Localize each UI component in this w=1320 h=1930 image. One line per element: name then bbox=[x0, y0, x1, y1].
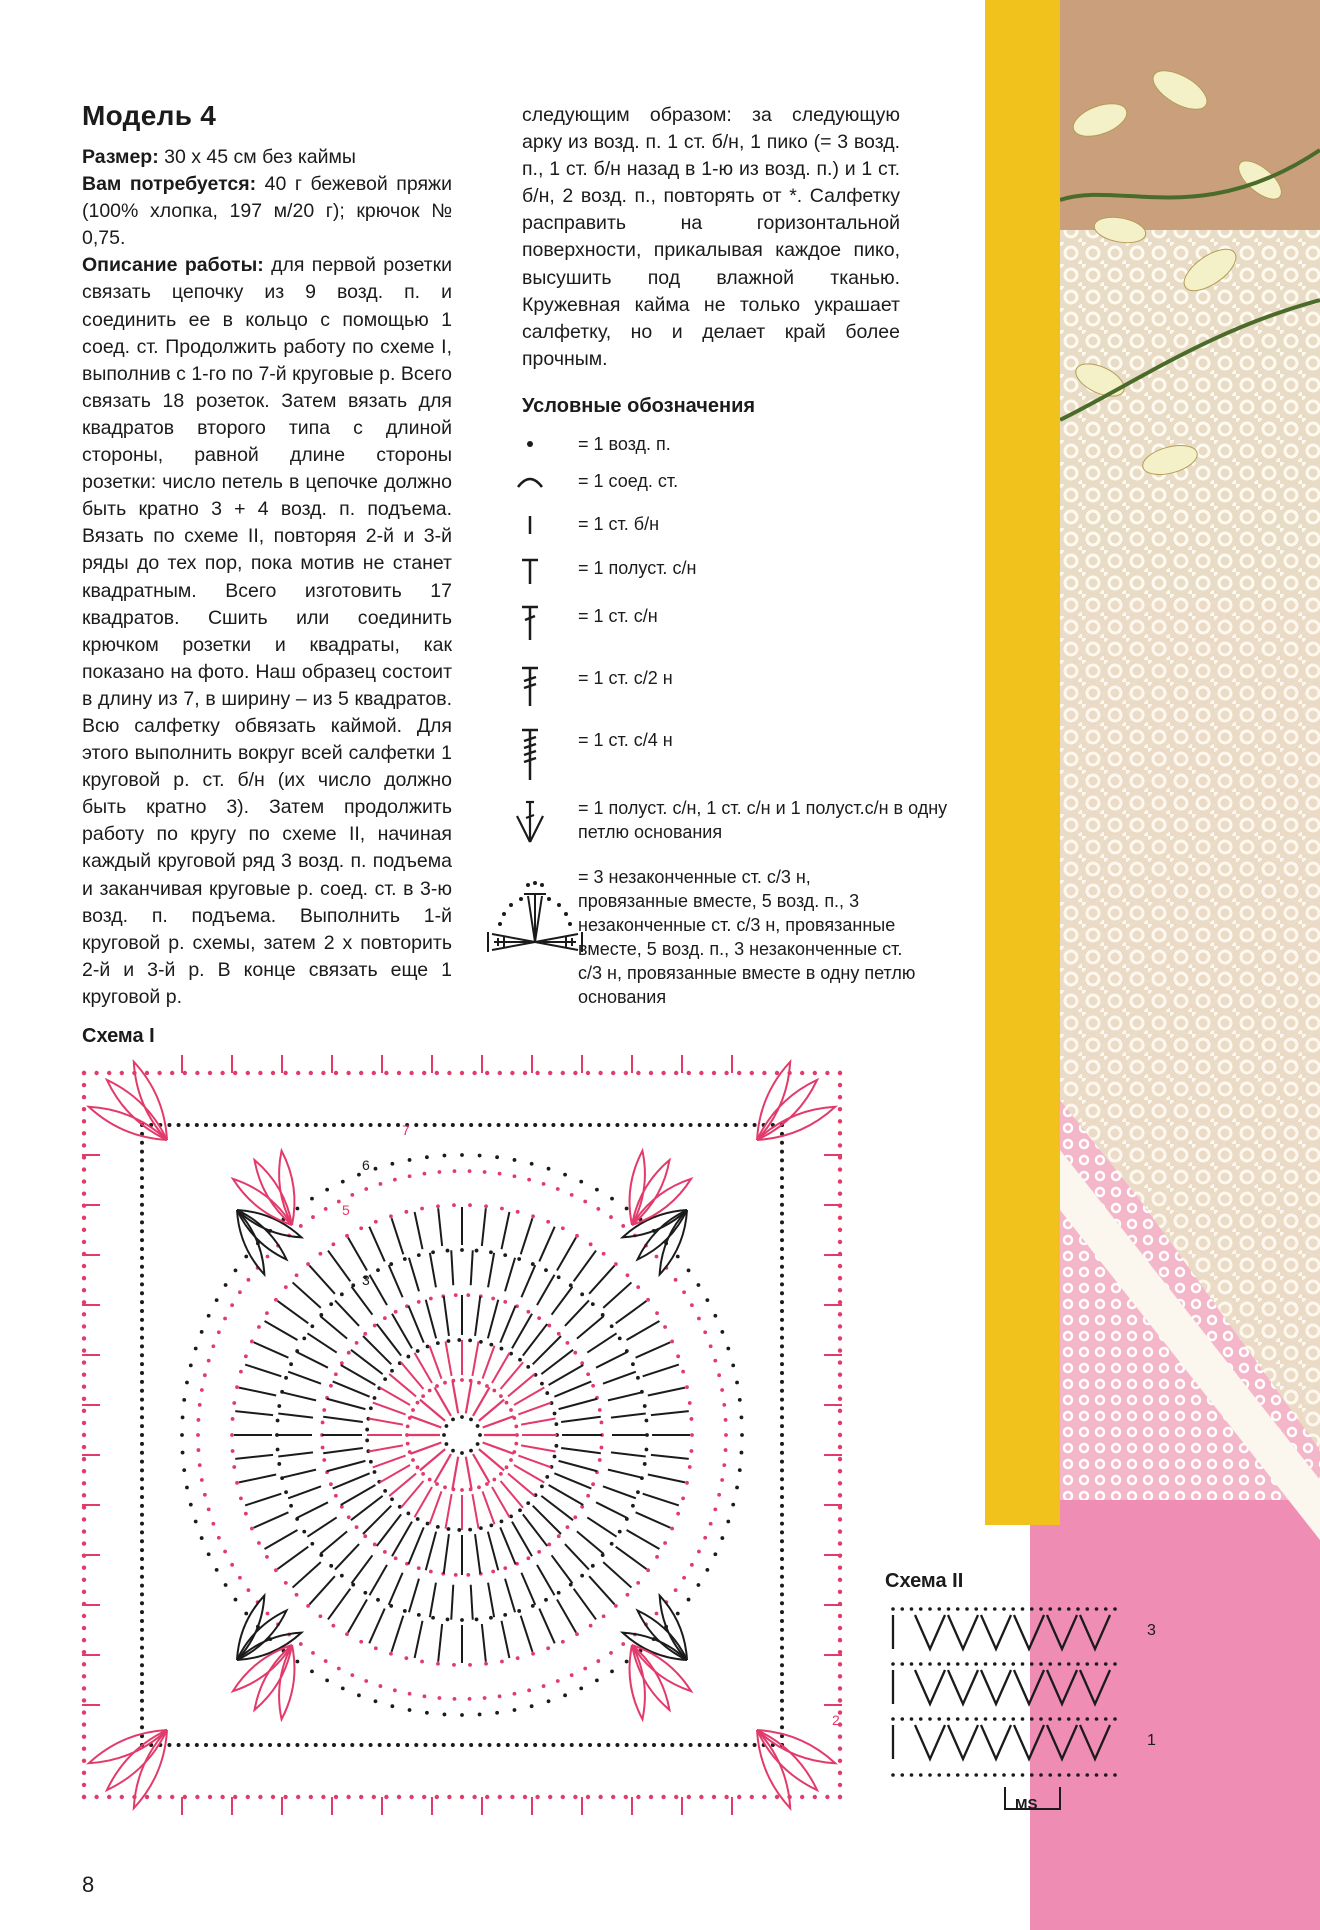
row-number: 1 bbox=[1147, 1732, 1156, 1749]
dot-icon bbox=[505, 432, 555, 462]
row-number: 5 bbox=[342, 1202, 350, 1218]
legend-text: = 3 незаконченные ст. с/3 н, провязанные вместе, 5 возд. п., 3 незаконченные ст. с/3 н, провязанные вместе, 5 возд. п., 3 незаконченные ст. с/3 н, провязанные вместе в одну петлю основания bbox=[578, 867, 916, 1007]
t-icon bbox=[505, 556, 555, 592]
side-leaf-pink bbox=[608, 1631, 694, 1724]
chain-dots bbox=[82, 1071, 842, 1799]
legend-text: = 1 ст. с/4 н bbox=[578, 730, 673, 750]
row-number: 2 bbox=[832, 1712, 840, 1728]
schema2-diagram bbox=[885, 1595, 1185, 1825]
corner-leaf-black bbox=[619, 1592, 706, 1679]
article-column-left bbox=[82, 144, 452, 1011]
description-text-left: для первой розетки связать цепочку из 9 возд. п. и соединить ее в кольцо с помощью 1 соед. ст. Продолжить работу по схеме I, выполнив с 1-го по 7-й круговые р. Всего связать 18 розеток. Затем вязать для квадратов второго типа с длиной стороны, равной длине стороны розетки: число петель в цепочке должно быть кратно 3 + 4 возд. п. подъема. Вязать по схеме II, повторяя 2-й и 3-й ряды до тех пор, пока мотив не станет квадратным. Всего изготовить 17 квадратов. Сшить или соединить крючком розетки и квадраты, как показано на фото. Наш образец состоит в длину из 7, в ширину – из 5 квадратов. Всю салфетку обвязать каймой. Для этого выполнить вокруг всей салфетки 1 круговой р. ст. б/н (их число должно быть кратно 3). Затем продолжить работу по кругу по схеме II, начиная каждый круговой ряд 3 возд. п. подъема и заканчивая круговые р. соед. ст. в 3-ю возд. п. подъема. Выполнить 1-й круговой р. схемы, затем 2 х повторить 2-й и 3-й р. В конце связать еще 1 круговой р. bbox=[82, 254, 452, 1008]
legend-text: = 1 возд. п. bbox=[578, 434, 671, 454]
description-label: Описание работы: bbox=[82, 254, 264, 277]
yellow-band bbox=[985, 0, 1065, 1525]
legend-text: = 1 ст. с/2 н bbox=[578, 668, 673, 688]
description-text-right: следующим образом: за следующую арку из возд. п. 1 ст. б/н, 1 пико (= 3 возд. п., 1 ст. б/н назад в 1-ю из возд. п.) и 1 ст. б/н, 2 возд. п., повторять от *. Салфетку расправить на горизонтальной поверхности, прикалывая каждое пико, высушить под влажной тканью. Кружевная кайма не только украшает салфетку, но и делает край более прочным. bbox=[522, 104, 900, 370]
schema1-diagram bbox=[72, 1045, 862, 1825]
corner-leaf-black bbox=[218, 1592, 305, 1679]
schema2-row-3 bbox=[893, 1615, 1110, 1649]
side-leaf-pink bbox=[230, 1146, 316, 1239]
schema2-label: Схема II bbox=[885, 1570, 964, 1592]
size-value: 30 х 45 см без каймы bbox=[164, 146, 356, 168]
double-cross-icon bbox=[505, 666, 555, 712]
row-number: 3 bbox=[1147, 1622, 1156, 1639]
cross-icon bbox=[505, 604, 555, 646]
legend-text: = 1 полуст. с/н bbox=[578, 558, 697, 578]
chain-dots bbox=[442, 1415, 482, 1455]
corner-leaf-black bbox=[619, 1191, 706, 1278]
legend-text: = 1 ст. б/н bbox=[578, 514, 660, 534]
edge-stitches bbox=[82, 1055, 842, 1815]
chain-dots bbox=[320, 1293, 604, 1577]
chain-dots bbox=[891, 1607, 1117, 1611]
arc-icon bbox=[505, 469, 555, 499]
row-number: 3 bbox=[362, 1272, 370, 1288]
round-3-stitches bbox=[322, 1295, 602, 1575]
quad-cross-icon bbox=[505, 728, 555, 786]
materials-value: 40 г бежевой пряжи (100% хлопка, 197 м/20 г); крючок № 0,75. bbox=[82, 173, 452, 250]
article-column-right bbox=[522, 102, 900, 373]
size-label: Размер: bbox=[82, 146, 159, 168]
side-leaf-pink bbox=[230, 1631, 316, 1724]
repeat-label: MS bbox=[1015, 1796, 1038, 1813]
corner-leaf-black bbox=[218, 1191, 305, 1278]
schema2-row-2 bbox=[893, 1670, 1110, 1704]
legend-title: Условные обозначения bbox=[522, 395, 756, 417]
bar-icon bbox=[505, 512, 555, 542]
chain-dots bbox=[891, 1717, 1117, 1721]
side-leaf-pink bbox=[608, 1146, 694, 1239]
row-number: 6 bbox=[362, 1157, 370, 1173]
cluster-icon bbox=[480, 880, 590, 976]
legend-text: = 1 соед. ст. bbox=[578, 471, 679, 491]
article-title: Модель 4 bbox=[82, 100, 217, 131]
materials-label: Вам потребуется: bbox=[82, 173, 257, 196]
page-number: 8 bbox=[82, 1872, 95, 1897]
chain-dots bbox=[891, 1662, 1117, 1666]
chain-dots bbox=[891, 1773, 1117, 1777]
schema2-row-1 bbox=[893, 1725, 1110, 1759]
row-number: 7 bbox=[402, 1122, 410, 1138]
three-stitch-icon bbox=[505, 796, 555, 852]
schema1-label: Схема I bbox=[82, 1025, 155, 1047]
legend-text: = 1 ст. с/н bbox=[578, 606, 658, 626]
legend-text: = 1 полуст. с/н, 1 ст. с/н и 1 полуст.с/н в одну петлю основания bbox=[578, 798, 948, 842]
